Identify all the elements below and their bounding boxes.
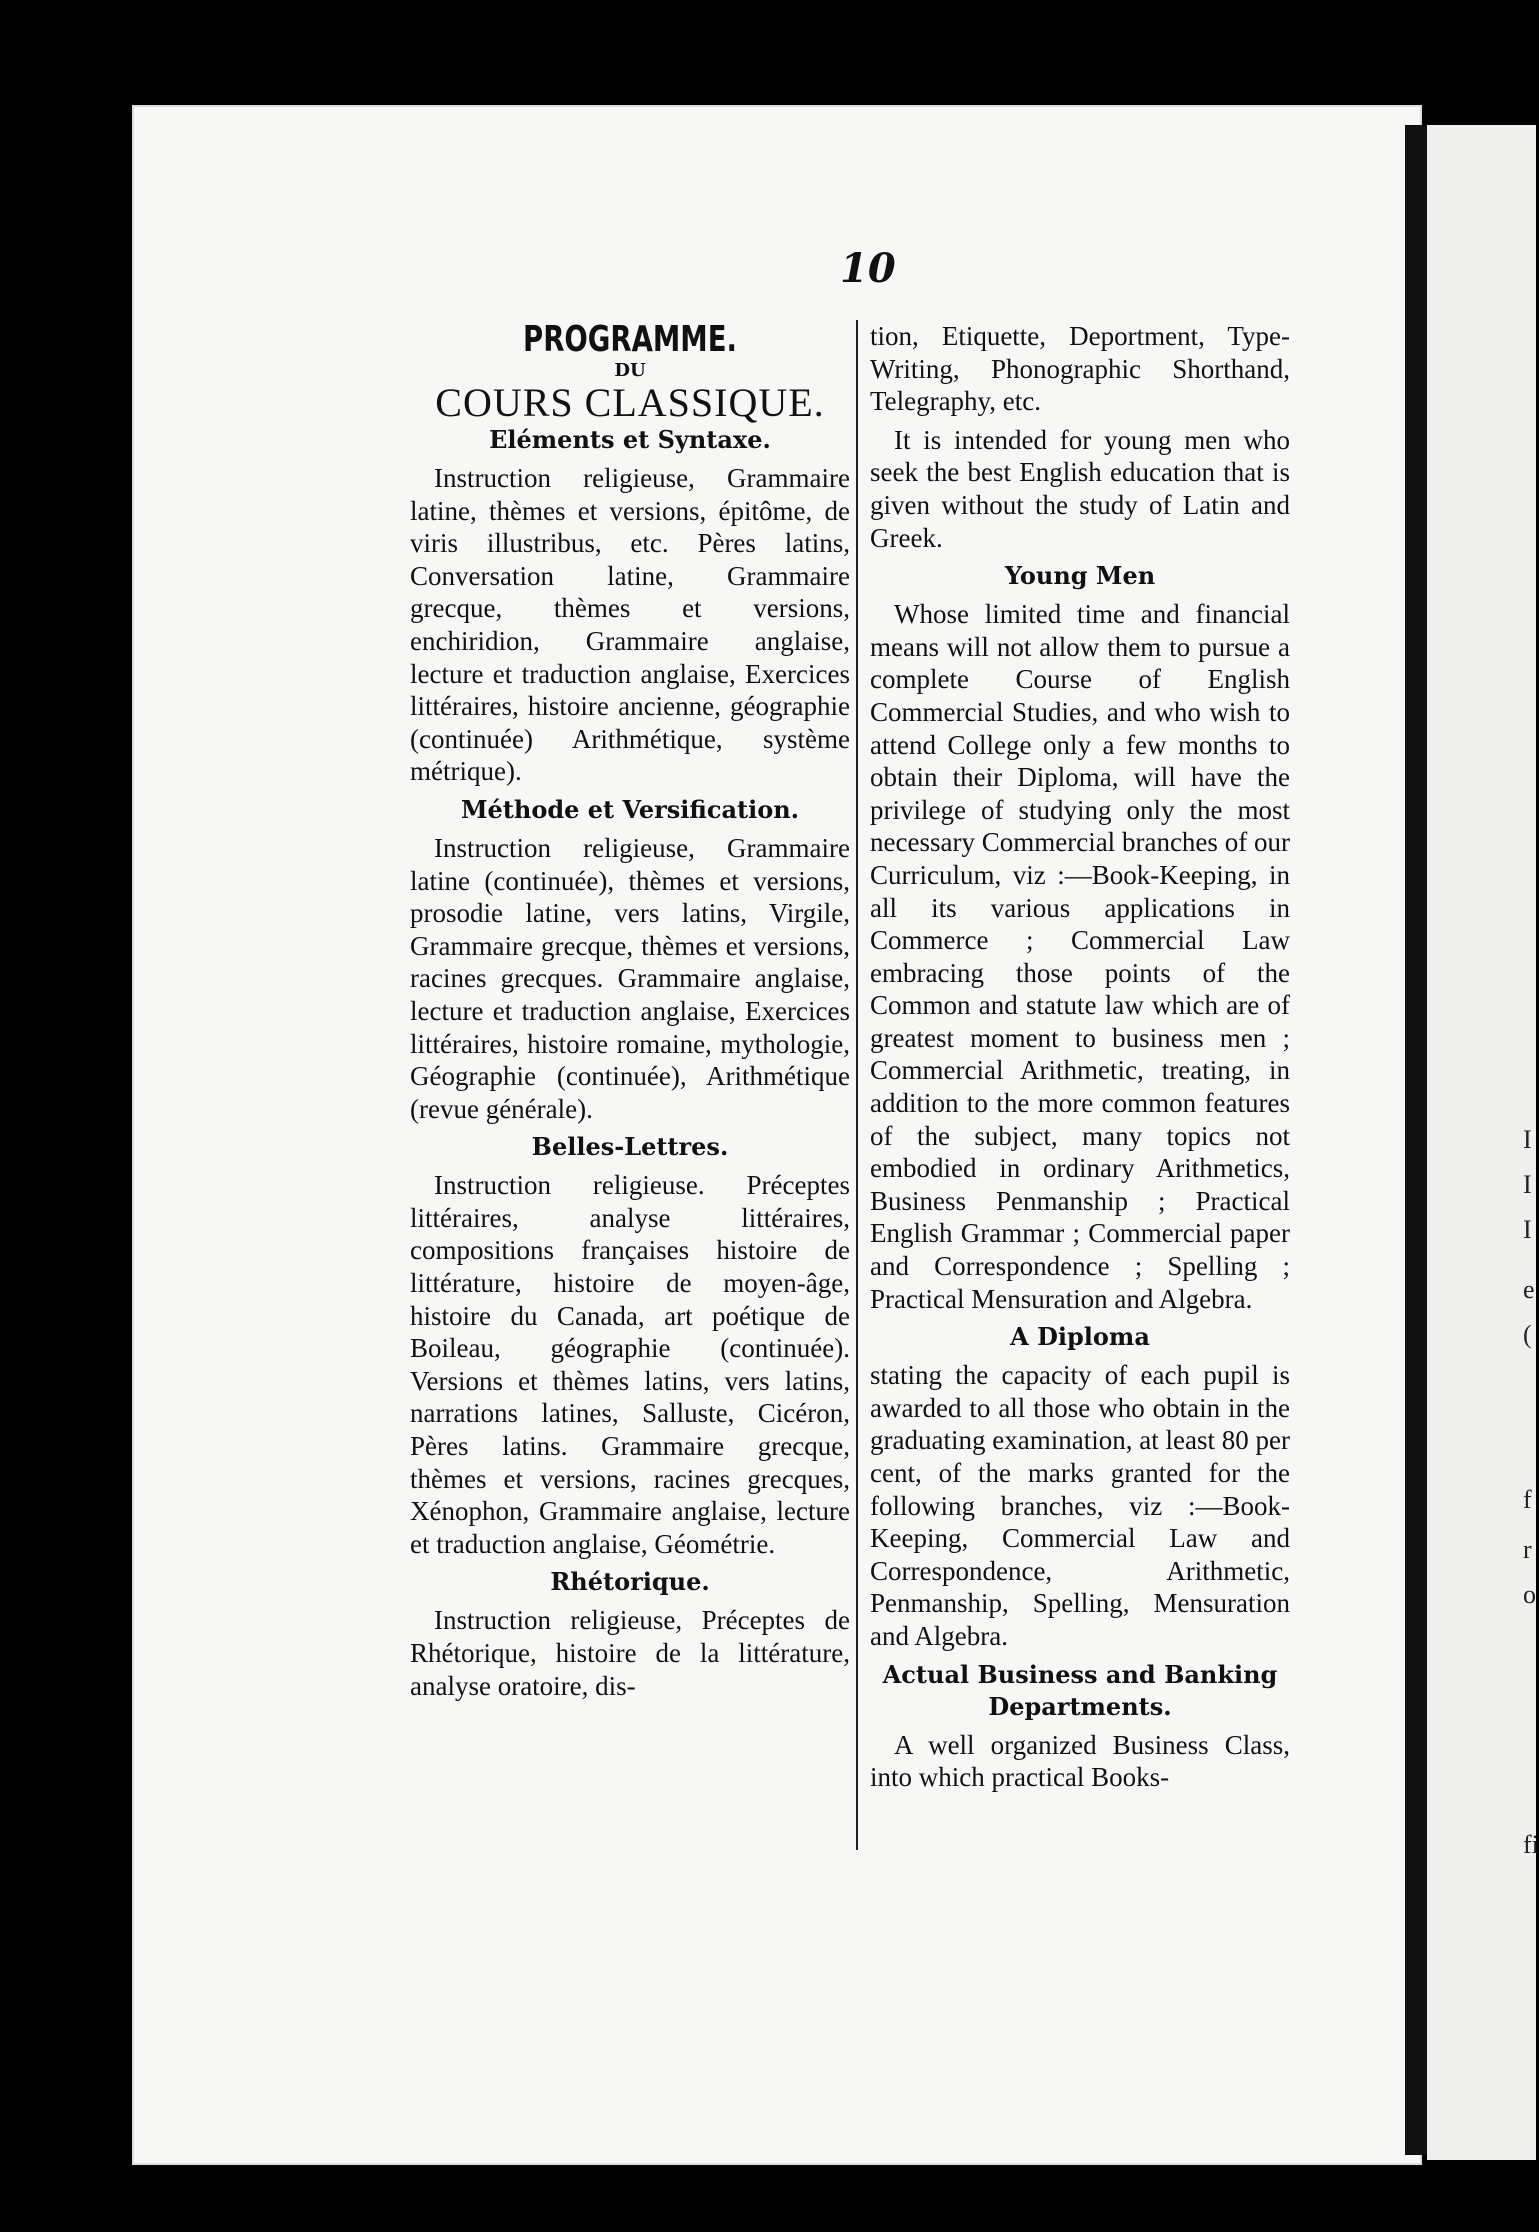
next-page-fragment: fi <box>1523 1830 1539 1859</box>
section-text-elements: Instruction religieuse, Grammaire latine, thèmes et versions, épitôme, de viris illustribus, etc. Pères latins, Conversation latine, Grammaire grecque, thèmes et versions, enchiridion, Grammaire anglaise, lecture et traduction anglaise, Exercices littéraires, histoire ancienne, géographie (continuée) Arithmétique, système métrique). <box>410 463 850 787</box>
section-text-rhetorique: Instruction religieuse, Préceptes de Rhétorique, histoire de la littérature, analyse oratoire, dis- <box>410 1605 850 1701</box>
section-heading-methode: Méthode et Versification. <box>460 794 800 824</box>
section-text-business: A well organized Business Class, into which practical Books- <box>870 1729 1290 1793</box>
next-page-fragment: I <box>1523 1125 1532 1154</box>
programme-title: PROGRAMME. <box>523 319 737 360</box>
section-heading-rhetorique: Rhétorique. <box>550 1567 710 1597</box>
next-page-fragment: o <box>1523 1580 1536 1609</box>
next-page-fragment: e <box>1523 1275 1535 1304</box>
right-column <box>870 320 1290 1800</box>
section-text-belles-lettres: Instruction religieuse. Préceptes littéraires, analyse littéraires, compositions françaises histoire de littérature, histoire de moyen-âge, histoire du Canada, art poétique de Boileau, géographie (continuée). Versions et thèmes latins, vers latins, narrations latines, Salluste, Cicéron, Pères latins. Grammaire grecque, thèmes et versions, racines grecques, Xénophon, Grammaire anglaise, lecture et traduction anglaise, Géométrie. <box>410 1170 850 1559</box>
column-divider <box>856 320 858 1850</box>
next-page-fragment: I <box>1523 1215 1532 1244</box>
section-heading-elements: Eléments et Syntaxe. <box>489 425 771 454</box>
programme-du: DU <box>614 360 646 381</box>
scan-border-left <box>0 0 140 2232</box>
intro-paragraph: It is intended for young men who seek the best English education that is given without the study of Latin and Greek. <box>870 424 1290 553</box>
section-heading-belles-lettres: Belles-Lettres. <box>531 1132 729 1162</box>
next-page-strip <box>1427 125 1539 2160</box>
next-page-fragment: ( <box>1523 1320 1532 1349</box>
next-page-fragment: f <box>1523 1485 1532 1514</box>
page-number: 10 <box>840 245 896 292</box>
next-page-fragment: I <box>1523 1170 1532 1199</box>
section-heading-diploma: A Diploma <box>1010 1322 1150 1352</box>
section-text-methode: Instruction religieuse, Grammaire latine (continuée), thèmes et versions, prosodie latine, vers latins, Virgile, Grammaire grecque, thèmes et versions, racines grecques. Grammaire anglaise, lecture et traduction anglaise, Exercices littéraires, histoire romaine, mythologie, Géographie (continuée), Arithmétique (revue générale). <box>410 832 850 1124</box>
page-edge <box>1405 125 1427 2155</box>
section-heading-business: Actual Business and Banking Departments. <box>882 1659 1278 1721</box>
section-text-young-men: Whose limited time and financial means will not allow them to pursue a complete Course of English Commercial Studies, and who wish to attend College only a few months to obtain their Diploma, will have the privilege of studying only the most necessary Commercial branches of our Curriculum, viz :—Book-Keeping, in all its various applications in Commerce ; Commercial Law embracing those points of the Common and statute law which are of greatest moment to business men ; Commercial Arithmetic, treating, in addition to the more common features of the subject, many topics not embodied in ordinary Arithmetics, Business Penmanship ; Practical English Grammar ; Commercial paper and Correspondence ; Spelling ; Practical Mensuration and Algebra. <box>870 599 1290 1314</box>
next-page-fragment: r <box>1523 1535 1532 1564</box>
section-heading-young-men: Young Men <box>1004 561 1156 591</box>
cours-classique-title: COURS CLASSIQUE. <box>435 380 825 425</box>
section-text-diploma: stating the capacity of each pupil is awarded to all those who obtain in the graduating examination, at least 80 per cent, of the marks granted for the following branches, viz :—Book-Keeping, Commercial Law and Correspondence, Arithmetic, Penmanship, Spelling, Mensuration and Algebra. <box>870 1360 1290 1651</box>
left-column <box>410 320 850 1708</box>
intro-continuation: tion, Etiquette, Deportment, Type-Writing, Phonographic Shorthand, Telegraphy, etc. <box>870 321 1290 417</box>
